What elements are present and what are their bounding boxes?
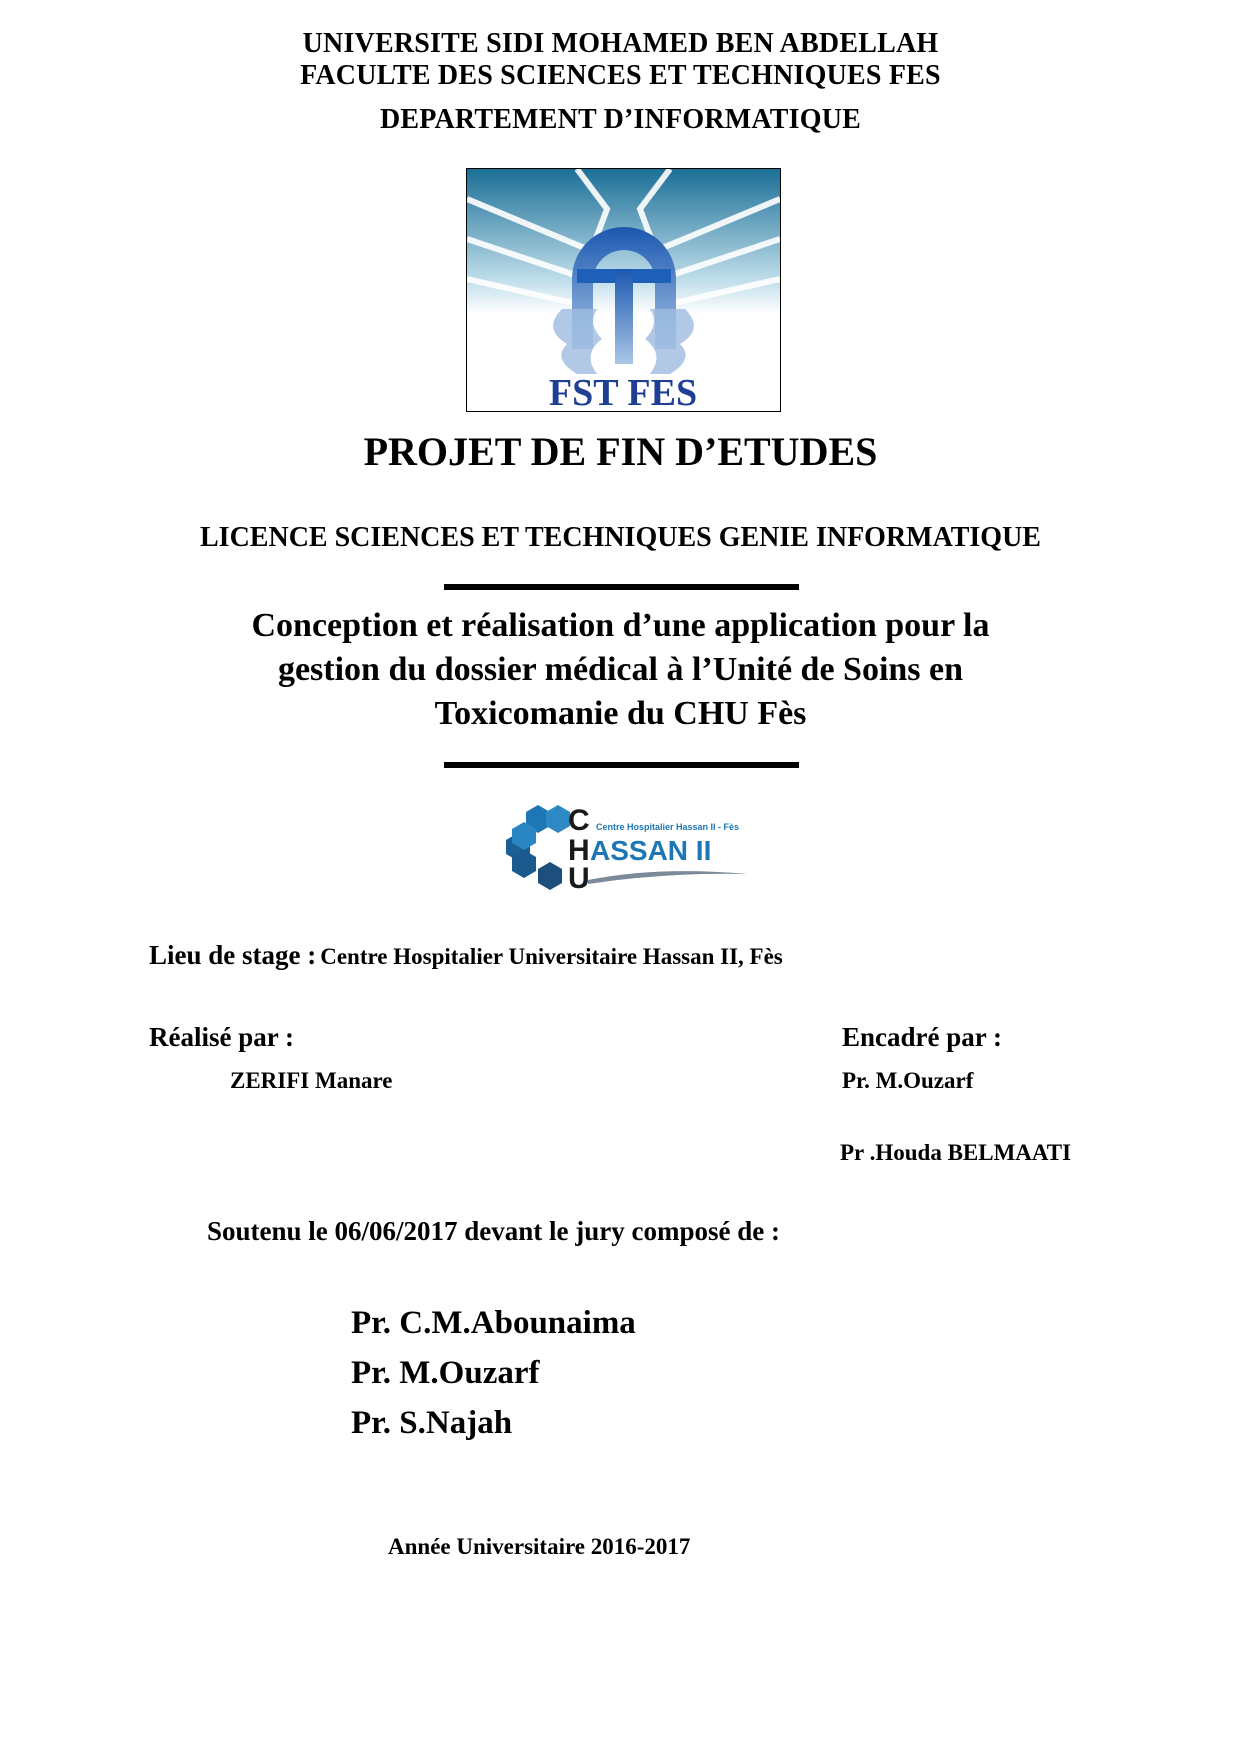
jury-member: Pr. C.M.Abounaima xyxy=(351,1305,636,1341)
internship-label: Lieu de stage : xyxy=(149,940,317,970)
svg-text:H: H xyxy=(568,834,590,867)
jury-member: Pr. M.Ouzarf xyxy=(351,1355,540,1391)
svg-text:ASSAN II: ASSAN II xyxy=(590,835,712,866)
academic-year: Année Universitaire 2016-2017 xyxy=(388,1534,691,1559)
fst-fes-logo xyxy=(466,168,781,412)
supervisor-name-1: Pr. M.Ouzarf xyxy=(842,1068,974,1093)
fst-emblem-icon xyxy=(467,169,780,411)
thesis-title-line-3: Toxicomanie du CHU Fès xyxy=(434,695,807,732)
degree-title: LICENCE SCIENCES ET TECHNIQUES GENIE INFORMATIQUE xyxy=(200,522,1041,553)
internship-line xyxy=(149,940,783,971)
thesis-title-line-2: gestion du dossier médical à l’Unité de Soins en xyxy=(277,651,964,688)
authors-label: Réalisé par : xyxy=(149,1022,294,1052)
jury-member: Pr. S.Najah xyxy=(351,1405,513,1441)
author-name: ZERIFI Manare xyxy=(230,1068,393,1093)
internship-value: Centre Hospitalier Universitaire Hassan II, Fès xyxy=(320,944,783,969)
university-name: UNIVERSITE SIDI MOHAMED BEN ABDELLAH xyxy=(302,28,939,59)
document-type-title: PROJET DE FIN D’ETUDES xyxy=(363,429,878,474)
faculty-name: FACULTE DES SCIENCES ET TECHNIQUES FES xyxy=(300,60,941,91)
chu-hexagon-icon xyxy=(488,800,758,890)
supervisors-label: Encadré par : xyxy=(842,1022,1002,1052)
svg-text:FST FES: FST FES xyxy=(548,372,698,411)
svg-text:Centre Hospitalier Hassan II -: Centre Hospitalier Hassan II - Fès xyxy=(596,822,740,832)
defense-statement: Soutenu le 06/06/2017 devant le jury composé de : xyxy=(207,1216,780,1246)
jury-list xyxy=(351,1298,636,1448)
chu-hassan-logo xyxy=(488,800,758,890)
department-name: DEPARTEMENT D’INFORMATIQUE xyxy=(379,104,861,135)
supervisor-name-2: Pr .Houda BELMAATI xyxy=(840,1140,1072,1165)
thesis-title-line-1: Conception et réalisation d’une application pour la xyxy=(251,607,990,644)
top-divider xyxy=(444,584,799,590)
svg-text:U: U xyxy=(568,862,590,890)
bottom-divider xyxy=(444,762,799,768)
svg-text:C: C xyxy=(568,804,590,837)
